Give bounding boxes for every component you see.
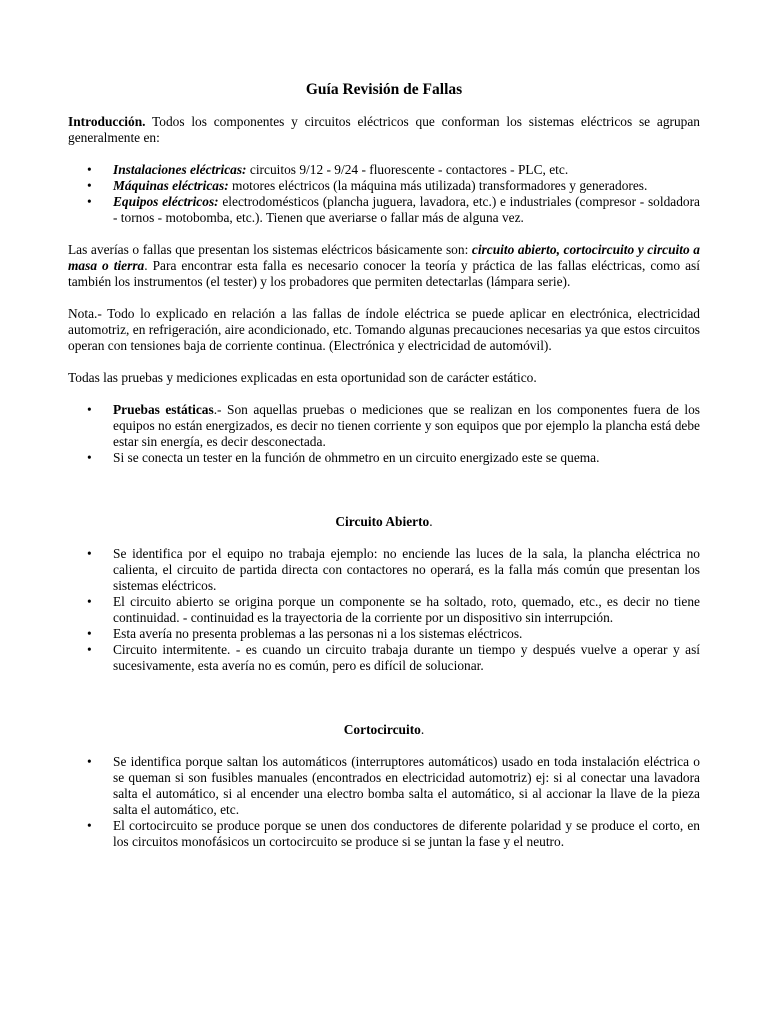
intro-text: Todos los componentes y circuitos eléctricos que conforman los sistemas eléctricos se agrupan generalmente en: <box>68 114 700 145</box>
short-circuit-list <box>68 754 700 850</box>
note-paragraph: Nota.- Todo lo explicado en relación a las fallas de índole eléctrica se puede aplicar en electrónica, electricidad automotriz, en refrigeración, aire acondicionado, etc. Tomando algunas precauciones necesarias ya que estos circuitos operan con tensiones baja de corriente continua. (Electrónica y electricidad de automóvil). <box>68 306 700 353</box>
bullet-icon: • <box>87 546 92 561</box>
static-tests-paragraph: Todas las pruebas y mediciones explicadas en esta oportunidad son de carácter estático. <box>68 370 537 385</box>
static-list <box>68 402 700 466</box>
list-item: • Circuito intermitente. - es cuando un circuito trabaja durante un tiempo y después vuelve a operar y así sucesivamente, esta avería no es común, pero es difícil de solucionar. <box>87 642 700 673</box>
bullet-icon: • <box>87 178 92 193</box>
group-text: circuitos 9/12 - 9/24 - fluorescente - contactores - PLC, etc. <box>246 162 569 177</box>
list-item: • Se identifica por el equipo no trabaja ejemplo: no enciende las luces de la sala, la plancha eléctrica no calienta, el circuito de partida directa con contactores no operará, es la falla más común que presentan los sistemas eléctricos. <box>87 546 700 593</box>
static-text: .- Son aquellas pruebas o mediciones que se realizan en los componentes fuera de los equipos no están energizados, es decir no tienen corriente y son equipos que por ejemplo la plancha está debe estar sin energía, es decir desconectada. <box>113 402 700 449</box>
list-item <box>68 402 700 450</box>
section-title-short-circuit: Cortocircuito. <box>343 722 425 737</box>
page-title: Guía Revisión de Fallas <box>305 81 463 98</box>
list-item: • Se identifica porque saltan los automáticos (interruptores automáticos) usado en toda instalación eléctrica o se queman si son fusibles manuales (encontrados en electricidad automotriz) ej: si al conectar una lavadora salta el automático, si al encender una electro bomba salta el automático, si al accionar la llave de la pieza salta el automático, etc. <box>87 754 700 817</box>
intro-label: Introducción. <box>68 114 146 129</box>
list-item <box>68 178 700 194</box>
list-item <box>68 194 700 226</box>
group-label: Equipos eléctricos: <box>113 194 219 209</box>
document-page <box>68 80 700 850</box>
group-label: Instalaciones eléctricas: <box>113 162 247 177</box>
group-text: electrodomésticos (plancha juguera, lavadora, etc.) e industriales (compresor - soldadora - tornos - motobomba, etc.). Tienen que averiarse o fallar más de alguna vez. <box>113 194 700 225</box>
bullet-icon: • <box>87 642 92 657</box>
group-text: motores eléctricos (la máquina más utilizada) transformadores y generadores. <box>228 178 648 193</box>
bullet-icon: • <box>87 194 92 209</box>
faults-before: Las averías o fallas que presentan los sistemas eléctricos básicamente son: <box>68 242 472 257</box>
section-title-open-circuit: Circuito Abierto. <box>335 514 433 529</box>
bullet-icon: • <box>87 818 92 833</box>
faults-after: . Para encontrar esta falla es necesario conocer la teoría y práctica de las fallas eléctricas, como así también los instrumentos (el tester) y los probadores que permiten detectarlas (lámpara serie). <box>68 258 700 289</box>
faults-emphasis: circuito abierto, cortocircuito y circuito a masa o tierra <box>68 242 700 273</box>
list-item: • El circuito abierto se origina porque un componente se ha soltado, roto, quemado, etc., es decir no tiene continuidad. - continuidad es la trayectoria de la corriente por un dispositivo sin interrupción. <box>87 594 700 625</box>
bullet-icon: • <box>87 594 92 609</box>
list-item <box>68 450 700 466</box>
group-label: Máquinas eléctricas: <box>113 178 229 193</box>
list-item: • El cortocircuito se produce porque se unen dos conductores de diferente polaridad y se produce el corto, en los circuitos monofásicos un cortocircuito se produce si se juntan la fase y el neutro. <box>87 818 700 849</box>
list-item <box>68 162 700 178</box>
list-item: • Esta avería no presenta problemas a las personas ni a los sistemas eléctricos. <box>87 626 523 641</box>
bullet-icon: • <box>87 450 92 465</box>
intro-paragraph <box>68 114 700 146</box>
bullet-icon: • <box>87 402 92 417</box>
bullet-icon: • <box>87 754 92 769</box>
bullet-icon: • <box>87 626 92 641</box>
open-circuit-list <box>68 546 700 674</box>
static-label: Pruebas estáticas <box>113 402 214 417</box>
faults-paragraph <box>68 242 700 290</box>
bullet-icon: • <box>87 162 92 177</box>
static-text: Si se conecta un tester en la función de ohmmetro en un circuito energizado este se quema. <box>113 450 600 465</box>
groups-list <box>68 162 700 226</box>
